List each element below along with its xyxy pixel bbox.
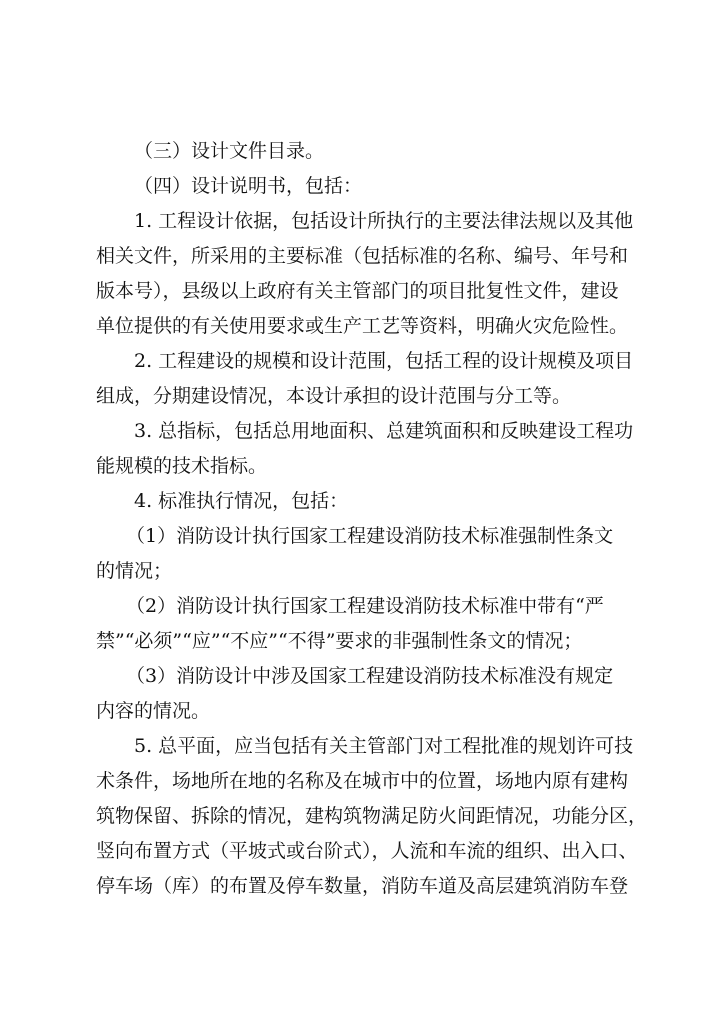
paragraph-total-indicators — [96, 414, 634, 484]
text-line: 内容的情况。 — [96, 700, 211, 722]
text-line: 5. 总平面，应当包括有关主管部门对工程批准的规划许可技 — [134, 735, 634, 757]
text-line: （三）设计文件目录。 — [134, 140, 325, 162]
text-line: 4. 标准执行情况，包括： — [134, 490, 349, 512]
text-line: 筑物保留、拆除的情况，建构筑物满足防火间距情况，功能分区， — [96, 805, 648, 827]
text-line: （1）消防设计执行国家工程建设消防技术标准强制性条文 — [126, 525, 614, 547]
text-line: 单位提供的有关使用要求或生产工艺等资料，明确火灾危险性。 — [96, 315, 629, 337]
text-line: （3）消防设计中涉及国家工程建设消防技术标准没有规定 — [126, 665, 614, 687]
document-body — [96, 134, 648, 904]
paragraph-unspecified-content — [96, 659, 630, 729]
text-line: 版本号），县级以上政府有关主管部门的项目批复性文件，建设 — [96, 280, 619, 302]
paragraph-non-mandatory-provisions — [96, 589, 630, 659]
text-line: 3. 总指标，包括总用地面积、总建筑面积和反映建设工程功 — [134, 420, 634, 442]
text-line: 竖向布置方式（平坡式或台阶式），人流和车流的组织、出入口、 — [96, 840, 638, 862]
paragraph-design-description — [96, 169, 630, 204]
text-line: 1. 工程设计依据，包括设计所执行的主要法律法规以及其他 — [134, 210, 634, 232]
text-line: （四）设计说明书，包括： — [134, 175, 363, 197]
text-line: 相关文件，所采用的主要标准（包括标准的名称、编号、年号和 — [96, 245, 629, 267]
paragraph-general-layout — [96, 729, 648, 904]
paragraph-design-file-catalog — [96, 134, 630, 169]
text-line: 的情况； — [96, 560, 173, 582]
text-line: 术条件，场地所在地的名称及在城市中的位置，场地内原有建构 — [96, 770, 629, 792]
paragraph-standard-execution — [96, 484, 630, 519]
paragraph-design-basis — [96, 204, 634, 344]
paragraph-mandatory-provisions — [96, 519, 630, 589]
text-line: 能规模的技术指标。 — [96, 455, 268, 477]
text-line: 禁”“必须”“应”“不应”“不得”要求的非强制性条文的情况； — [96, 630, 583, 652]
text-line: 停车场（库）的布置及停车数量，消防车道及高层建筑消防车登 — [96, 875, 629, 897]
text-line: （2）消防设计执行国家工程建设消防技术标准中带有“严 — [126, 595, 604, 617]
text-line: 组成，分期建设情况，本设计承担的设计范围与分工等。 — [96, 385, 572, 407]
paragraph-scale-scope — [96, 344, 634, 414]
text-line: 2. 工程建设的规模和设计范围，包括工程的设计规模及项目 — [134, 350, 634, 372]
